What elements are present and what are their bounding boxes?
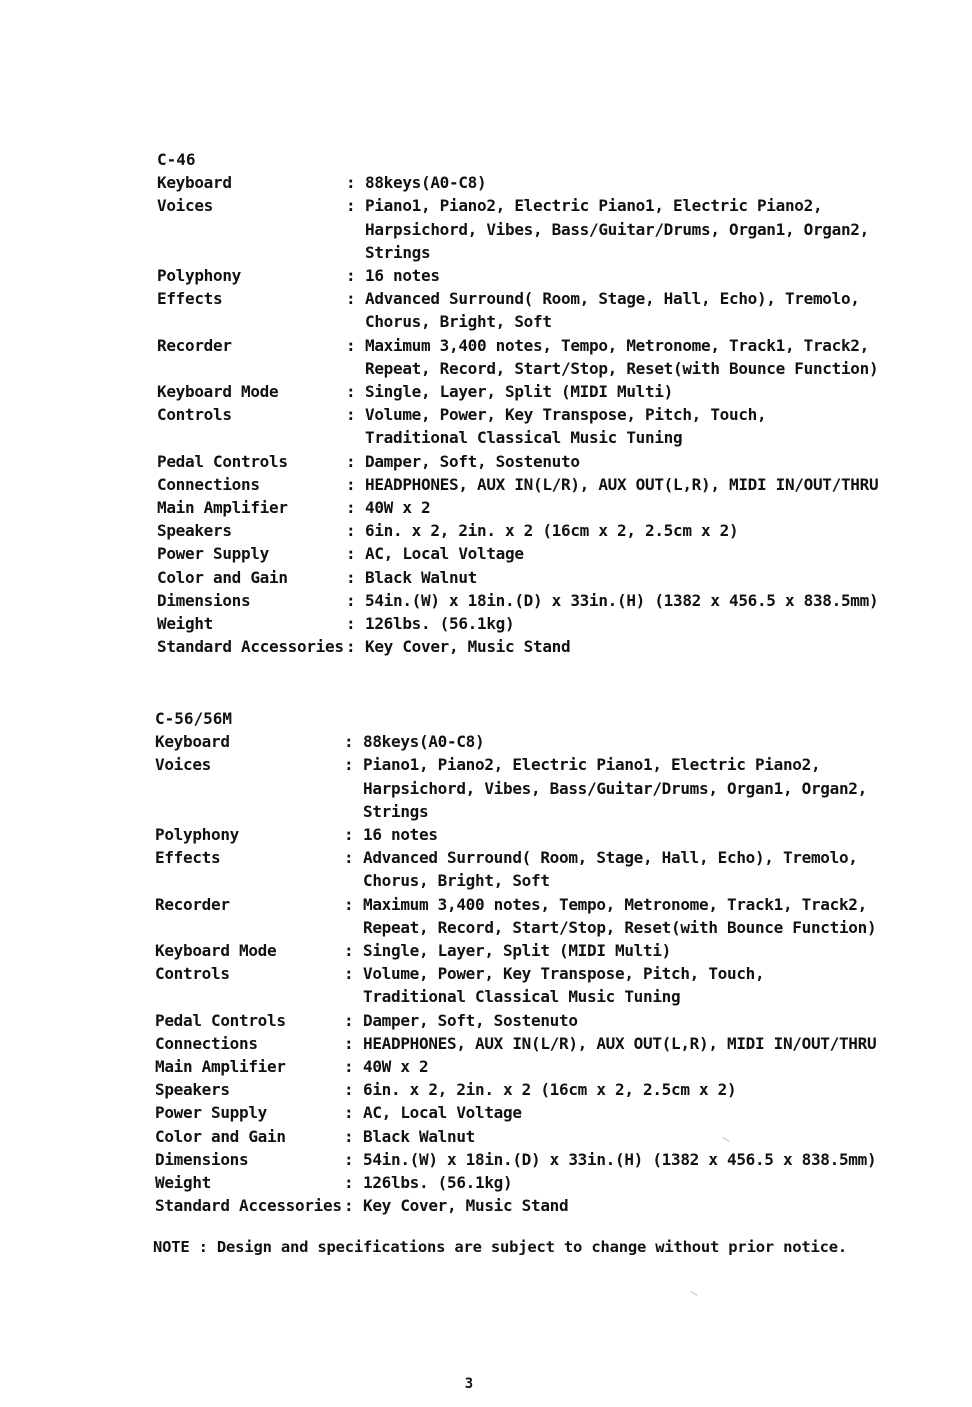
spec-colon: :: [344, 964, 354, 984]
spec-label: Connections: [155, 1033, 258, 1053]
spec-colon: :: [346, 382, 356, 401]
spec-colon: :: [344, 1149, 354, 1169]
disclaimer-note: NOTE : Design and specifications are subject to change without prior notice.: [153, 1238, 848, 1256]
spec-colon: :: [346, 266, 356, 285]
spec-value: Piano1, Piano2, Electric Piano1, Electric Piano2,: [365, 196, 823, 216]
spec-colon: :: [346, 498, 356, 517]
spec-colon: :: [344, 732, 354, 752]
spec-label: Power Supply: [155, 1103, 267, 1123]
spec-colon: :: [346, 474, 356, 494]
spec-value: Maximum 3,400 notes, Tempo, Metronome, Track1, Track2,: [363, 894, 867, 914]
page-number: 3: [464, 1376, 474, 1392]
spec-label: Weight: [157, 614, 213, 633]
spec-value: AC, Local Voltage: [365, 544, 524, 564]
spec-value: Harpsichord, Vibes, Bass/Guitar/Drums, Organ1, Organ2,: [363, 778, 867, 798]
spec-value: 16 notes: [363, 825, 438, 844]
spec-colon: :: [346, 405, 356, 425]
spec-value: 54in.(W) x 18in.(D) x 33in.(H) (1382 x 456.5 x 838.5mm): [365, 590, 879, 610]
spec-label: Speakers: [155, 1080, 230, 1100]
spec-colon: :: [346, 289, 356, 309]
spec-value: Key Cover, Music Stand: [363, 1196, 569, 1216]
scan-speck: [722, 1137, 729, 1142]
spec-value: 126lbs. (56.1kg): [365, 614, 515, 633]
spec-colon: :: [344, 941, 354, 960]
spec-colon: :: [344, 894, 354, 914]
spec-value: Traditional Classical Music Tuning: [365, 428, 683, 448]
spec-colon: :: [346, 567, 356, 587]
spec-label: Dimensions: [155, 1149, 249, 1169]
spec-value: 6in. x 2, 2in. x 2 (16cm x 2, 2.5cm x 2): [365, 521, 739, 541]
spec-colon: :: [346, 544, 356, 564]
model-title: C-56/56M: [155, 709, 233, 728]
model-title: C-46: [157, 150, 196, 169]
spec-colon: :: [344, 1126, 354, 1146]
spec-value: HEADPHONES, AUX IN(L/R), AUX OUT(L,R), MIDI IN/OUT/THRU: [365, 474, 879, 494]
spec-colon: :: [344, 1080, 354, 1100]
spec-value: Key Cover, Music Stand: [365, 637, 571, 657]
spec-value: Single, Layer, Split (MIDI Multi): [363, 941, 671, 960]
spec-colon: :: [344, 1010, 354, 1030]
spec-value: Volume, Power, Key Transpose, Pitch, Touch,: [365, 405, 767, 425]
spec-label: Controls: [155, 964, 230, 984]
spec-value: Strings: [363, 801, 429, 821]
spec-colon: :: [346, 335, 356, 355]
spec-label: Polyphony: [157, 266, 241, 285]
spec-label: Speakers: [157, 521, 232, 541]
spec-label: Weight: [155, 1173, 211, 1192]
spec-label: Standard Accessories: [157, 637, 344, 657]
spec-value: Volume, Power, Key Transpose, Pitch, Touch,: [363, 964, 765, 984]
spec-colon: :: [346, 637, 356, 657]
spec-label: Keyboard: [157, 173, 232, 193]
spec-value: Damper, Soft, Sostenuto: [363, 1010, 578, 1030]
spec-value: Chorus, Bright, Soft: [365, 312, 552, 332]
spec-label: Polyphony: [155, 825, 239, 844]
spec-value: 16 notes: [365, 266, 440, 285]
spec-value: Strings: [365, 242, 431, 262]
spec-label: Keyboard Mode: [157, 382, 279, 401]
spec-value: Damper, Soft, Sostenuto: [365, 451, 580, 471]
spec-value: Repeat, Record, Start/Stop, Reset(with Bounce Function): [363, 917, 877, 937]
spec-value: Traditional Classical Music Tuning: [363, 987, 681, 1007]
spec-label: Standard Accessories: [155, 1196, 342, 1216]
spec-colon: :: [344, 1033, 354, 1053]
spec-colon: :: [344, 1173, 354, 1192]
spec-label: Pedal Controls: [155, 1010, 286, 1030]
spec-value: HEADPHONES, AUX IN(L/R), AUX OUT(L,R), MIDI IN/OUT/THRU: [363, 1033, 877, 1053]
spec-value: Black Walnut: [365, 567, 477, 587]
spec-label: Controls: [157, 405, 232, 425]
spec-value: AC, Local Voltage: [363, 1103, 522, 1123]
spec-value: Advanced Surround( Room, Stage, Hall, Echo), Tremolo,: [365, 289, 860, 309]
spec-label: Color and Gain: [157, 567, 288, 587]
spec-colon: :: [346, 451, 356, 471]
spec-value: Single, Layer, Split (MIDI Multi): [365, 382, 673, 401]
spec-label: Power Supply: [157, 544, 269, 564]
spec-label: Keyboard: [155, 732, 230, 752]
spec-value: Maximum 3,400 notes, Tempo, Metronome, Track1, Track2,: [365, 335, 869, 355]
spec-label: Main Amplifier: [157, 498, 288, 517]
spec-value: Chorus, Bright, Soft: [363, 871, 550, 891]
spec-label: Color and Gain: [155, 1126, 286, 1146]
spec-value: Black Walnut: [363, 1126, 475, 1146]
spec-value: 88keys(A0-C8): [365, 173, 487, 193]
spec-value: 126lbs. (56.1kg): [363, 1173, 513, 1192]
spec-colon: :: [344, 825, 354, 844]
spec-value: 40W x 2: [363, 1057, 429, 1076]
spec-label: Dimensions: [157, 590, 251, 610]
spec-label: Connections: [157, 474, 260, 494]
spec-label: Main Amplifier: [155, 1057, 286, 1076]
spec-colon: :: [346, 614, 356, 633]
spec-label: Pedal Controls: [157, 451, 288, 471]
spec-label: Voices: [155, 755, 211, 775]
spec-colon: :: [346, 173, 356, 193]
spec-value: Harpsichord, Vibes, Bass/Guitar/Drums, Organ1, Organ2,: [365, 219, 869, 239]
spec-label: Keyboard Mode: [155, 941, 277, 960]
spec-colon: :: [344, 1103, 354, 1123]
spec-value: Piano1, Piano2, Electric Piano1, Electric Piano2,: [363, 755, 821, 775]
spec-value: 40W x 2: [365, 498, 431, 517]
spec-value: Repeat, Record, Start/Stop, Reset(with Bounce Function): [365, 358, 879, 378]
spec-label: Effects: [155, 848, 221, 868]
spec-value: 54in.(W) x 18in.(D) x 33in.(H) (1382 x 456.5 x 838.5mm): [363, 1149, 877, 1169]
spec-label: Recorder: [155, 894, 230, 914]
spec-label: Voices: [157, 196, 213, 216]
spec-colon: :: [346, 196, 356, 216]
spec-colon: :: [346, 521, 356, 541]
spec-value: 88keys(A0-C8): [363, 732, 485, 752]
spec-colon: :: [344, 1196, 354, 1216]
spec-colon: :: [344, 1057, 354, 1076]
spec-value: Advanced Surround( Room, Stage, Hall, Echo), Tremolo,: [363, 848, 858, 868]
spec-colon: :: [344, 848, 354, 868]
spec-label: Effects: [157, 289, 223, 309]
spec-label: Recorder: [157, 335, 232, 355]
spec-colon: :: [346, 590, 356, 610]
spec-value: 6in. x 2, 2in. x 2 (16cm x 2, 2.5cm x 2): [363, 1080, 737, 1100]
scan-speck: [690, 1291, 697, 1296]
spec-colon: :: [344, 755, 354, 775]
